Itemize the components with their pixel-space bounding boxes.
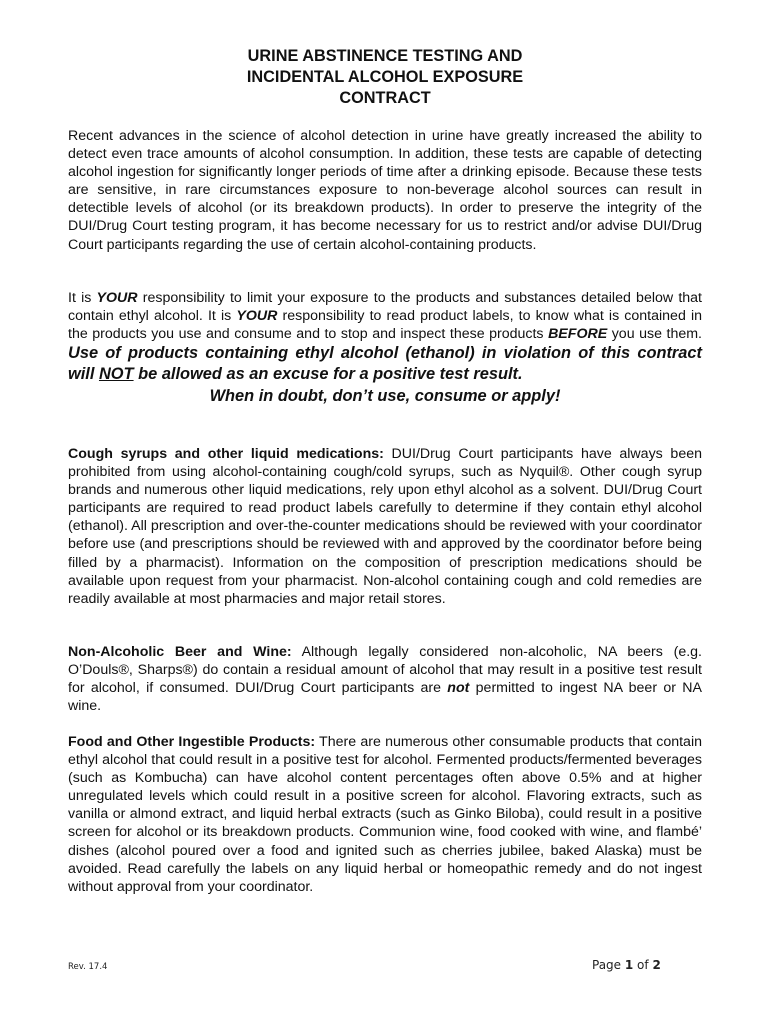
- na-text-1: Although legally considered non-alcoholic, NA beers (e.g. O’Douls®, Sharps®) do contain a residual amount of alcohol that may result in a positive test result for alcohol, if consumed. DUI/Drug Court participants are: [68, 644, 702, 697]
- responsibility-paragraph: [68, 289, 702, 407]
- resp-your-2: YOUR: [236, 308, 278, 325]
- cough-paragraph: [68, 445, 702, 608]
- doubt-line: When in doubt, don’t use, consume or apply!: [209, 387, 561, 406]
- resp-warning-not: NOT: [98, 364, 134, 383]
- na-text-2: permitted to ingest NA beer or NA wine.: [68, 680, 702, 715]
- food-paragraph: [68, 733, 702, 896]
- na-not: not: [447, 680, 470, 697]
- na-paragraph: [68, 643, 702, 715]
- resp-warning-1: Use of products containing ethyl alcohol (ethanol) in violation of this contract will: [68, 344, 702, 383]
- resp-text-1: It is: [68, 290, 97, 306]
- page-total: 2: [652, 958, 661, 972]
- resp-warning-2: be allowed as an excuse for a positive test result.: [133, 364, 523, 383]
- page-current: 1: [624, 958, 634, 972]
- document-title: [68, 46, 702, 109]
- resp-warning: [68, 344, 702, 383]
- resp-your-1: YOUR: [96, 290, 138, 306]
- resp-text-2: responsibility to limit your exposure to the products and substances detailed below that contain ethyl alcohol. It is: [68, 290, 702, 325]
- resp-text-4: you use them.: [607, 326, 703, 343]
- revision-label: Rev. 17.4: [68, 962, 108, 972]
- cough-text: DUI/Drug Court participants have always been prohibited from using alcohol-containing cough/cold syrups, such as Nyquil®. Other cough syrup brands and numerous other liquid medications, rely upon ethyl alcohol as a solvent. DUI/Drug Court participants are required to read product labels carefully to determine if they contain ethyl alcohol (ethanol). All prescription and over-the-counter medications should be reviewed with your coordinator before use (and prescriptions should be reviewed with and approved by the coordinator before being filled by a pharmacist). Information on the composition of prescription medications should be available upon request from your pharmacist. Non-alcohol containing cough and cold remedies are readily available at most pharmacies and major retail stores.: [68, 446, 702, 607]
- intro-paragraph: Recent advances in the science of alcohol detection in urine have greatly increased the ability to detect even trace amounts of alcohol consumption. In addition, these tests are capable of detecting alcohol ingestion for significantly longer periods of time after a drinking episode. Because these tests are sensitive, in rare circumstances exposure to non-beverage alcohol sources can result in detectible levels of alcohol (or its breakdown products). In order to preserve the integrity of the DUI/Drug Court testing program, it has become necessary for us to restrict and/or advise DUI/Drug Court participants regarding the use of certain alcohol-containing products.: [68, 128, 702, 253]
- title-line-3: CONTRACT: [339, 89, 431, 107]
- title-line-2: INCIDENTAL ALCOHOL EXPOSURE: [246, 68, 524, 86]
- cough-heading: Cough syrups and other liquid medications:: [68, 446, 384, 462]
- resp-before: BEFORE: [548, 326, 608, 343]
- food-heading: Food and Other Ingestible Products:: [68, 734, 316, 750]
- resp-text-3: responsibility to read product labels, to know what is contained in the products you use and consume and to stop and inspect these products: [68, 308, 702, 343]
- na-heading: Non-Alcoholic Beer and Wine:: [68, 644, 292, 660]
- title-line-1: URINE ABSTINENCE TESTING AND: [247, 47, 523, 65]
- food-text: There are numerous other consumable products that contain ethyl alcohol that could result in a positive test for alcohol. Fermented products/fermented beverages (such as Kombucha) can have alcohol content percentages often above 0.5% and at higher unregulated levels which could result in a positive screen for alcohol. Flavoring extracts, such as vanilla or almond extract, and liquid herbal extracts (such as Ginko Biloba), could result in a positive screen for alcohol or its breakdown products. Communion wine, food cooked with wine, and flambé’ dishes (alcohol poured over a food and ignited such as cherries jubilee, baked Alaska) must be avoided. Read carefully the labels on any liquid herbal or homeopathic remedy and do not ingest without approval from your coordinator.: [68, 734, 702, 895]
- of-word: of: [633, 958, 653, 972]
- page-word: Page: [592, 958, 625, 972]
- page-number: [592, 958, 661, 972]
